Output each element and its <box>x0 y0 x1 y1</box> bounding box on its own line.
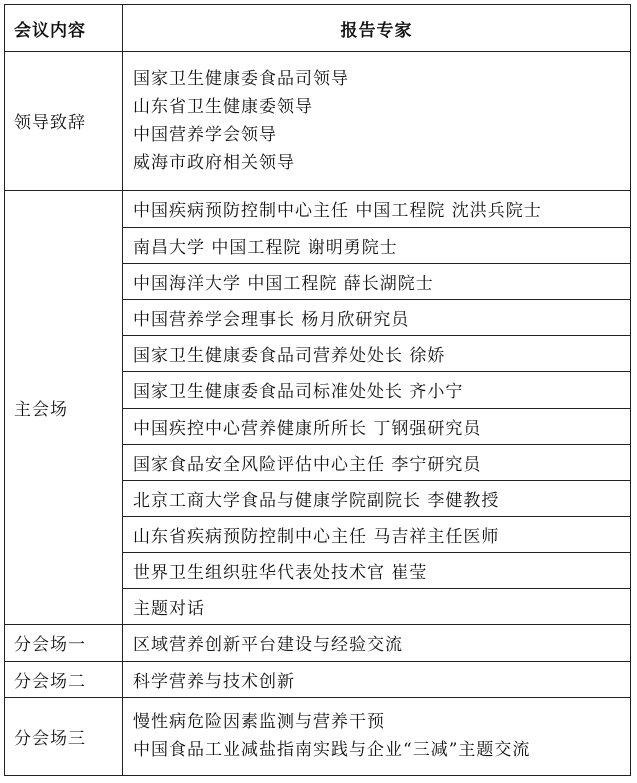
opening-speaker: 国家卫生健康委食品司领导 <box>133 68 349 89</box>
main-speaker: 国家卫生健康委食品司标准处处长 齐小宁 <box>123 372 631 408</box>
opening-speaker: 中国营养学会领导 <box>133 124 277 145</box>
branch3-row <box>5 697 631 775</box>
branch1-row <box>5 625 631 661</box>
branch1-topic: 区域营养创新平台建设与经验交流 <box>123 625 631 661</box>
header-content: 会议内容 <box>5 5 123 52</box>
branch3-topic: 中国食品工业减盐指南实践与企业“三减”主题交流 <box>133 740 531 761</box>
main-speaker: 世界卫生组织驻华代表处技术官 崔莹 <box>123 553 631 589</box>
opening-speakers <box>123 52 631 191</box>
main-label: 主会场 <box>5 190 123 625</box>
main-speaker: 中国营养学会理事长 杨月欣研究员 <box>123 300 631 336</box>
main-speaker: 中国疾病预防控制中心主任 中国工程院 沈洪兵院士 <box>123 190 631 227</box>
main-speaker: 中国疾控中心营养健康所所长 丁钢强研究员 <box>123 408 631 444</box>
main-speaker: 北京工商大学食品与健康学院副院长 李健教授 <box>123 480 631 516</box>
header-speakers: 报告专家 <box>123 5 631 52</box>
branch3-label: 分会场三 <box>5 697 123 775</box>
main-speaker: 南昌大学 中国工程院 谢明勇院士 <box>123 227 631 263</box>
branch3-topic: 慢性病危险因素监测与营养干预 <box>133 712 385 733</box>
opening-label: 领导致辞 <box>5 52 123 191</box>
main-speaker: 国家食品安全风险评估中心主任 李宁研究员 <box>123 444 631 480</box>
branch2-topic: 科学营养与技术创新 <box>123 661 631 697</box>
branch3-topics <box>123 697 631 775</box>
branch1-label: 分会场一 <box>5 625 123 661</box>
agenda-table <box>4 4 631 776</box>
branch2-row <box>5 661 631 697</box>
main-row <box>5 190 631 227</box>
main-speaker: 中国海洋大学 中国工程院 薛长湖院士 <box>123 263 631 299</box>
header-row <box>5 5 631 52</box>
opening-row <box>5 52 631 191</box>
opening-speaker: 山东省卫生健康委领导 <box>133 96 313 117</box>
main-speaker: 山东省疾病预防控制中心主任 马吉祥主任医师 <box>123 516 631 552</box>
main-speaker: 国家卫生健康委食品司营养处处长 徐娇 <box>123 336 631 372</box>
opening-speaker: 威海市政府相关领导 <box>133 152 295 173</box>
branch2-label: 分会场二 <box>5 661 123 697</box>
main-topic-dialogue: 主题对话 <box>123 589 631 625</box>
